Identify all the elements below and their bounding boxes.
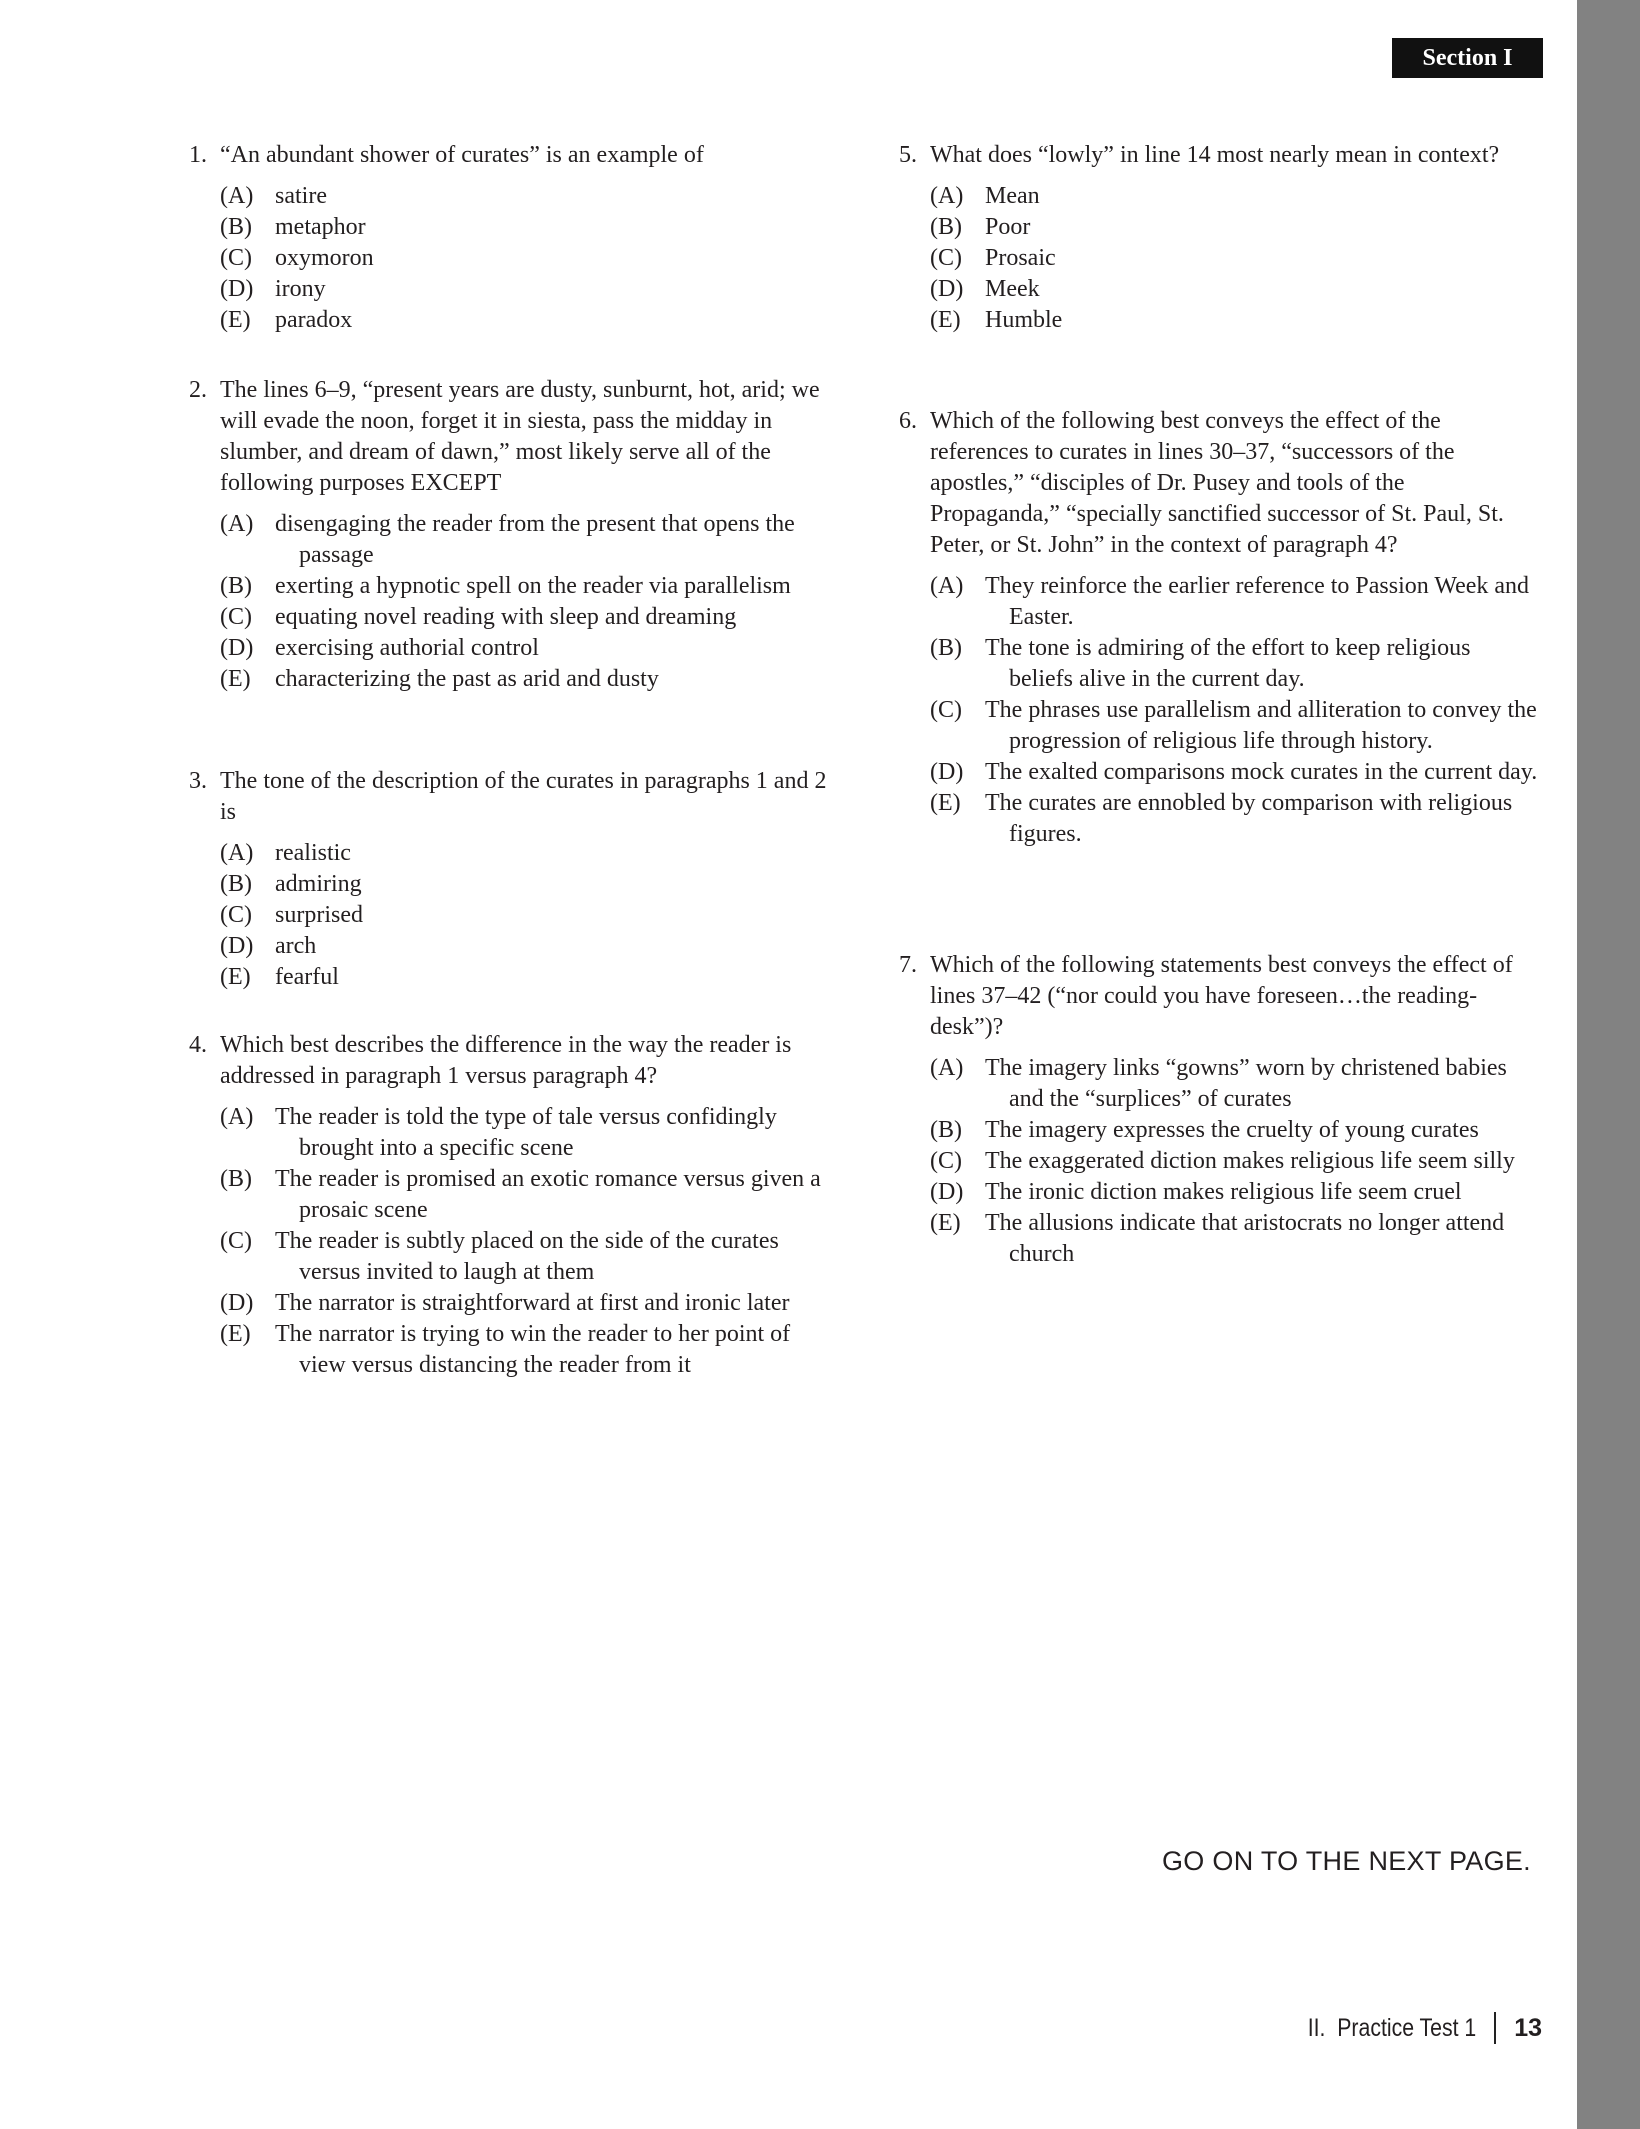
answer-option[interactable] [220, 1102, 829, 1164]
option-text: The imagery links “gowns” worn by christened babies and the “surplices” of curates [985, 1055, 1507, 1112]
option-letter: (E) [220, 666, 251, 692]
answer-option[interactable] [220, 274, 829, 305]
question-number: 5. [899, 142, 917, 168]
option-letter: (B) [220, 1166, 252, 1192]
question-7 [899, 950, 1539, 1270]
option-text: arch [275, 933, 317, 959]
side-tab-bar [1577, 0, 1640, 2129]
option-letter: (B) [930, 1117, 962, 1143]
answer-options [189, 1102, 829, 1381]
answer-option[interactable] [930, 243, 1539, 274]
option-text: The imagery expresses the cruelty of young curates [985, 1117, 1479, 1143]
option-letter: (A) [220, 183, 254, 209]
page-footer [1278, 2012, 1542, 2044]
answer-option[interactable] [220, 838, 829, 869]
option-letter: (E) [220, 307, 251, 333]
option-letter: (D) [220, 276, 254, 302]
answer-options [189, 181, 829, 336]
option-letter: (A) [930, 183, 964, 209]
answer-option[interactable] [220, 931, 829, 962]
option-letter: (B) [930, 635, 962, 661]
option-letter: (E) [220, 1321, 251, 1347]
question-number: 6. [899, 408, 917, 434]
question-stem [899, 406, 1539, 561]
option-text: The curates are ennobled by comparison with religious figures. [985, 790, 1513, 847]
option-text: Mean [985, 183, 1040, 209]
go-on-notice: GO ON TO THE NEXT PAGE. [1162, 1846, 1531, 1876]
answer-options [189, 838, 829, 993]
option-letter: (E) [930, 307, 961, 333]
answer-option[interactable] [930, 1208, 1539, 1270]
answer-option[interactable] [930, 788, 1539, 850]
answer-option[interactable] [220, 305, 829, 336]
option-letter: (C) [930, 245, 962, 271]
option-text: metaphor [275, 214, 366, 240]
option-text: satire [275, 183, 327, 209]
answer-option[interactable] [220, 962, 829, 993]
question-stem [189, 766, 829, 828]
answer-option[interactable] [930, 571, 1539, 633]
option-letter: (A) [930, 1055, 964, 1081]
option-letter: (E) [930, 1210, 961, 1236]
answer-option[interactable] [930, 695, 1539, 757]
answer-option[interactable] [220, 900, 829, 931]
answer-options [189, 509, 829, 695]
question-text: “An abundant shower of curates” is an example of [220, 142, 704, 168]
option-letter: (D) [930, 759, 964, 785]
answer-option[interactable] [930, 757, 1539, 788]
question-3 [189, 766, 829, 993]
question-2 [189, 375, 829, 695]
answer-option[interactable] [220, 181, 829, 212]
answer-option[interactable] [930, 274, 1539, 305]
option-letter: (B) [220, 871, 252, 897]
question-number: 7. [899, 952, 917, 978]
answer-option[interactable] [930, 212, 1539, 243]
option-text: admiring [275, 871, 362, 897]
question-stem [189, 375, 829, 499]
option-text: The exaggerated diction makes religious life seem silly [985, 1148, 1515, 1174]
option-letter: (B) [220, 573, 252, 599]
answer-option[interactable] [930, 1146, 1539, 1177]
question-number: 3. [189, 768, 207, 794]
question-stem [189, 1030, 829, 1092]
option-text: characterizing the past as arid and dusty [275, 666, 659, 692]
question-1 [189, 140, 829, 336]
question-6 [899, 406, 1539, 850]
option-letter: (A) [220, 511, 254, 537]
question-4 [189, 1030, 829, 1381]
option-letter: (E) [930, 790, 961, 816]
option-text: The reader is told the type of tale versus confidingly brought into a specific scene [275, 1104, 777, 1161]
question-text: The lines 6–9, “present years are dusty, sunburnt, hot, arid; we will evade the noon, forget it in siesta, pass the midday in slumber, and dream of dawn,” most likely serve all of the following purposes EXCEPT [220, 377, 820, 496]
option-letter: (D) [930, 276, 964, 302]
option-text: exercising authorial control [275, 635, 539, 661]
option-text: oxymoron [275, 245, 374, 271]
answer-option[interactable] [930, 1053, 1539, 1115]
answer-option[interactable] [220, 664, 829, 695]
question-number: 2. [189, 377, 207, 403]
answer-option[interactable] [220, 509, 829, 571]
option-letter: (C) [930, 1148, 962, 1174]
answer-option[interactable] [220, 1319, 829, 1381]
option-text: The tone is admiring of the effort to keep religious beliefs alive in the current day. [985, 635, 1471, 692]
answer-options [899, 1053, 1539, 1270]
answer-option[interactable] [220, 243, 829, 274]
option-text: Meek [985, 276, 1040, 302]
option-text: irony [275, 276, 326, 302]
option-text: The ironic diction makes religious life seem cruel [985, 1179, 1462, 1205]
option-letter: (E) [220, 964, 251, 990]
answer-option[interactable] [930, 181, 1539, 212]
option-text: The reader is subtly placed on the side of the curates versus invited to laugh at them [275, 1228, 779, 1285]
answer-option[interactable] [220, 212, 829, 243]
option-letter: (D) [930, 1179, 964, 1205]
answer-options [899, 571, 1539, 850]
option-text: The allusions indicate that aristocrats no longer attend church [985, 1210, 1505, 1267]
option-letter: (A) [220, 840, 254, 866]
footer-section-label: II. Practice Test 1 [1307, 2013, 1477, 2042]
option-text: The narrator is trying to win the reader to her point of view versus distancing the reader from it [275, 1321, 791, 1378]
question-text: Which of the following best conveys the effect of the references to curates in lines 30–37, “successors of the apostles,” “disciples of Dr. Pusey and tools of the Propaganda,” “specially sanctified successor of St. Paul, St. Peter, or St. John” in the context of paragraph 4? [930, 408, 1504, 558]
option-letter: (D) [220, 933, 254, 959]
option-text: fearful [275, 964, 339, 990]
option-letter: (C) [220, 1228, 252, 1254]
answer-option[interactable] [930, 633, 1539, 695]
question-text: The tone of the description of the curates in paragraphs 1 and 2 is [220, 768, 827, 825]
option-text: surprised [275, 902, 363, 928]
option-text: equating novel reading with sleep and dreaming [275, 604, 737, 630]
answer-option[interactable] [930, 305, 1539, 336]
question-text: What does “lowly” in line 14 most nearly mean in context? [930, 142, 1500, 168]
question-number: 1. [189, 142, 207, 168]
option-text: The reader is promised an exotic romance versus given a prosaic scene [275, 1166, 821, 1223]
option-text: Prosaic [985, 245, 1056, 271]
option-letter: (C) [220, 604, 252, 630]
section-label: Section I [1392, 38, 1543, 78]
question-5 [899, 140, 1539, 336]
option-letter: (C) [220, 245, 252, 271]
footer-divider [1494, 2012, 1496, 2044]
option-text: The exalted comparisons mock curates in the current day. [985, 759, 1538, 785]
answer-option[interactable] [220, 1226, 829, 1288]
answer-option[interactable] [930, 1177, 1539, 1208]
question-text: Which of the following statements best conveys the effect of lines 37–42 (“nor could you have foreseen…the reading-desk”)? [930, 952, 1513, 1040]
option-text: The phrases use parallelism and alliteration to convey the progression of religious life through history. [985, 697, 1537, 754]
answer-option[interactable] [930, 1115, 1539, 1146]
answer-option[interactable] [220, 571, 829, 602]
option-text: Poor [985, 214, 1031, 240]
option-text: realistic [275, 840, 351, 866]
option-text: Humble [985, 307, 1063, 333]
option-letter: (B) [220, 214, 252, 240]
option-text: paradox [275, 307, 353, 333]
option-letter: (D) [220, 1290, 254, 1316]
option-letter: (B) [930, 214, 962, 240]
question-text: Which best describes the difference in the way the reader is addressed in paragraph 1 versus paragraph 4? [220, 1032, 792, 1089]
option-letter: (D) [220, 635, 254, 661]
question-number: 4. [189, 1032, 207, 1058]
option-letter: (C) [930, 697, 962, 723]
answer-option[interactable] [220, 869, 829, 900]
answer-option[interactable] [220, 633, 829, 664]
page-number: 13 [1514, 2013, 1542, 2042]
question-stem [189, 140, 829, 171]
answer-option[interactable] [220, 1164, 829, 1226]
option-text: disengaging the reader from the present that opens the passage [275, 511, 795, 568]
option-text: exerting a hypnotic spell on the reader via parallelism [275, 573, 791, 599]
option-text: They reinforce the earlier reference to Passion Week and Easter. [985, 573, 1530, 630]
answer-option[interactable] [220, 602, 829, 633]
option-letter: (A) [220, 1104, 254, 1130]
question-stem [899, 950, 1539, 1043]
option-letter: (A) [930, 573, 964, 599]
answer-option[interactable] [220, 1288, 829, 1319]
option-text: The narrator is straightforward at first and ironic later [275, 1290, 790, 1316]
question-stem [899, 140, 1539, 171]
option-letter: (C) [220, 902, 252, 928]
answer-options [899, 181, 1539, 336]
